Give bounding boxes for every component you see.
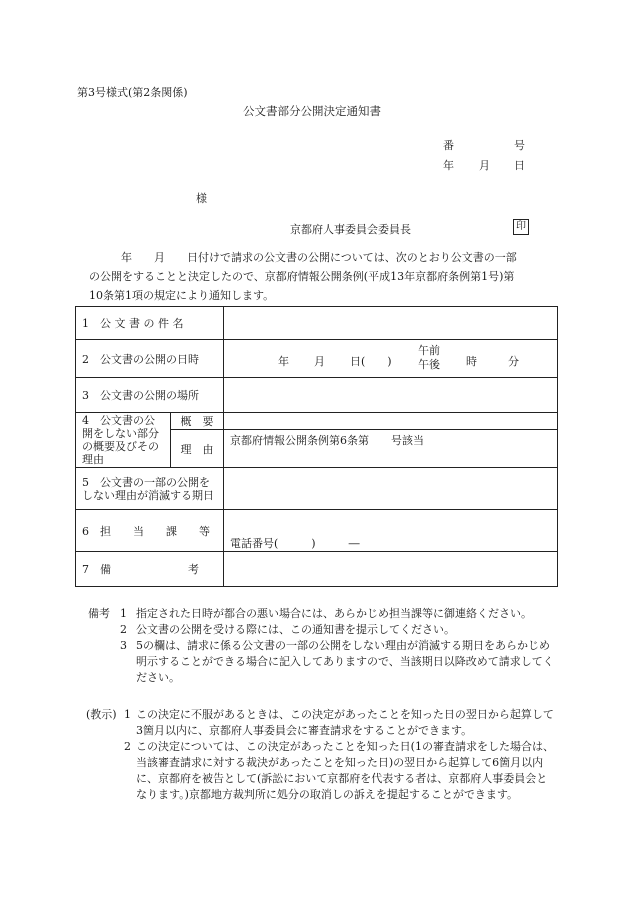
number-label: 番: [443, 139, 454, 152]
label-summary: 概 要: [171, 413, 224, 430]
value-remarks[interactable]: [224, 552, 558, 587]
date-month: 月: [479, 159, 490, 172]
note-number: 2: [120, 623, 127, 636]
dt-minute: 分: [508, 354, 520, 368]
seal-mark: 印: [513, 219, 529, 235]
notes-section: [88, 606, 558, 686]
number-suffix: 号: [514, 139, 525, 152]
intro-paragraph: [89, 248, 559, 305]
label-document-name: 1 公 文 書 の 件 名: [76, 307, 224, 340]
intro-line-2: の公開をすることと決定したので、京都府情報公開条例(平成13年京都府条例第1号)第: [89, 270, 515, 283]
document-title: 公文書部分公開決定通知書: [243, 104, 381, 118]
notes-lead: 備考: [88, 607, 110, 620]
instruction-item: [88, 707, 558, 739]
dt-am: 午前: [418, 343, 441, 357]
dt-day: 日( ): [350, 354, 392, 368]
instruction-number: 1: [124, 708, 131, 721]
instruction-lead: (教示): [86, 708, 117, 721]
form-number: 第3号様式(第2条関係): [77, 86, 188, 99]
addressee-suffix: 様: [196, 192, 207, 205]
row-nondisclosure-summary: [76, 413, 558, 430]
note-item: [88, 638, 558, 686]
sender-name: 京都府人事委員会委員長: [290, 223, 411, 236]
note-text: 指定された日時が都合の悪い場合には、あらかじめ担当課等に御連絡ください。: [136, 607, 532, 620]
intro-line-3: 10条第1項の規定により通知します。: [89, 289, 275, 302]
dt-pm: 午後: [418, 357, 441, 371]
value-summary[interactable]: [224, 413, 558, 430]
date-year: 年: [443, 159, 454, 172]
note-item: [88, 622, 558, 638]
label-expiry-date: 5 公文書の一部の公開をしない理由が消滅する期日: [76, 468, 224, 510]
instruction-section: [88, 707, 558, 803]
note-text: 5の欄は、請求に係る公文書の一部の公開をしない理由が消滅する期日をあらかじめ明示することができる場合に記入してありますので、当該期日以降改めて請求してください。: [136, 639, 554, 684]
label-disclosure-datetime: 2 公文書の公開の日時: [76, 340, 224, 378]
value-document-name[interactable]: [224, 307, 558, 340]
value-disclosure-datetime[interactable]: [224, 340, 558, 378]
dt-ampm: [418, 344, 440, 372]
row-remarks: [76, 552, 558, 587]
label-reason: 理 由: [171, 430, 224, 468]
instruction-number: 2: [124, 740, 131, 753]
date-day: 日: [514, 159, 525, 172]
note-number: 1: [120, 607, 127, 620]
value-responsible-section[interactable]: [224, 510, 558, 552]
instruction-item: [88, 739, 558, 803]
dt-hour: 時: [466, 354, 478, 368]
row-document-name: [76, 307, 558, 340]
dt-year: 年: [278, 354, 290, 368]
label-disclosure-place: 3 公文書の公開の場所: [76, 378, 224, 413]
notice-table: [75, 306, 558, 587]
label-nondisclosure: 4 公文書の公開をしない部分の概要及びその理由: [76, 413, 171, 468]
row-disclosure-place: [76, 378, 558, 413]
instruction-text: この決定に不服があるときは、この決定があったことを知った日の翌日から起算して3箇月以内に、京都府人事委員会に審査請求をすることができます。: [136, 708, 554, 737]
label-remarks: 7 備 考: [76, 552, 224, 587]
value-reason[interactable]: 京都府情報公開条例第6条第 号該当: [224, 430, 558, 468]
dt-month: 月: [314, 354, 326, 368]
note-number: 3: [120, 639, 127, 652]
note-item: [88, 606, 558, 622]
value-expiry-date[interactable]: [224, 468, 558, 510]
note-text: 公文書の公開を受ける際には、この通知書を提示してください。: [136, 623, 455, 636]
row-disclosure-datetime: [76, 340, 558, 378]
row-responsible-section: [76, 510, 558, 552]
label-responsible-section: 6 担 当 課 等: [76, 510, 224, 552]
phone-number: 電話番号( ) ―: [230, 536, 360, 550]
value-disclosure-place[interactable]: [224, 378, 558, 413]
instruction-text: この決定については、この決定があったことを知った日(1の審査請求をした場合は、当該審査請求に対する裁決があったことを知った日)の翌日から起算して6箇月以内に、京都府を被告として(訴訟において京都府を代表する者は、京都府人事委員会となります。)京都地方裁判所に処分の取消しの訴えを提起することができます。: [136, 740, 554, 801]
row-expiry-date: [76, 468, 558, 510]
intro-line-1: 年 月 日付けで請求の公文書の公開については、次のとおり公文書の一部: [121, 251, 517, 264]
